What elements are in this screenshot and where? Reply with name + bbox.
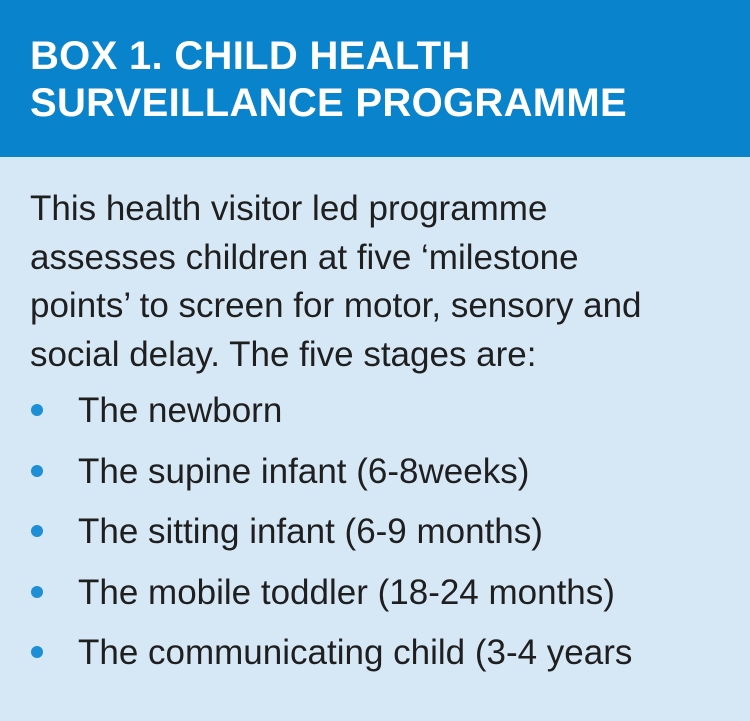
- bullet-icon: [31, 525, 43, 537]
- bullet-icon: [31, 404, 43, 416]
- intro-line: social delay. The five stages are:: [30, 334, 537, 374]
- bullet-icon: [31, 586, 43, 598]
- bullet-icon: [31, 646, 43, 658]
- intro-line: assesses children at five ‘milestone: [30, 237, 579, 277]
- box-body: [0, 157, 750, 690]
- stage-label: The newborn: [78, 391, 283, 430]
- list-item: [30, 629, 750, 690]
- box-title: [30, 33, 750, 127]
- intro-paragraph: [30, 185, 750, 379]
- list-item: [30, 448, 750, 509]
- stage-label: The communicating child (3-4 years: [78, 633, 633, 672]
- box-title-line: BOX 1. CHILD HEALTH: [30, 34, 471, 78]
- list-item: [30, 508, 750, 569]
- intro-line: points’ to screen for motor, sensory and: [30, 286, 642, 325]
- box-title-line: SURVEILLANCE PROGRAMME: [30, 81, 628, 125]
- list-item: [30, 569, 750, 630]
- list-item: [30, 387, 750, 448]
- stage-label: The supine infant (6-8weeks): [78, 451, 530, 491]
- bullet-icon: [31, 465, 43, 477]
- stage-label: The sitting infant (6-9 months): [78, 512, 543, 551]
- box-header: [0, 0, 750, 157]
- stages-list: [30, 387, 750, 690]
- intro-line: This health visitor led programme: [30, 189, 548, 228]
- stage-label: The mobile toddler (18-24 months): [78, 572, 615, 612]
